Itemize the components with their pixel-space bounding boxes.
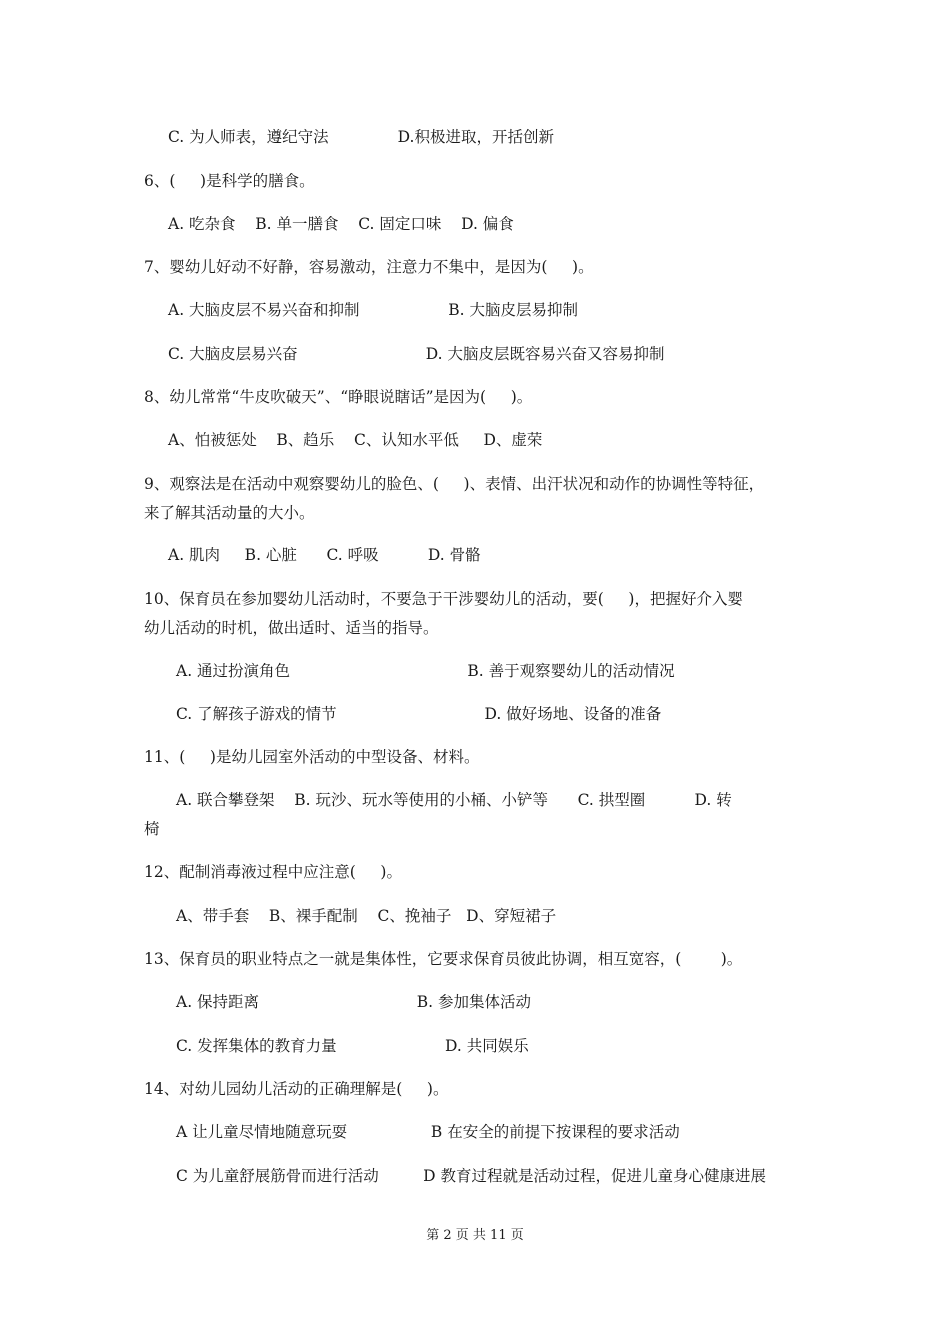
question-8: 8、幼儿常常“牛皮吹破天”、“睁眼说瞎话”是因为( )。 <box>144 388 533 406</box>
q6-options: A. 吃杂食 B. 单一膳食 C. 固定口味 D. 偏食 <box>168 215 514 233</box>
q13-option-cd: C. 发挥集体的教育力量 D. 共同娱乐 <box>176 1037 529 1055</box>
question-10-line-1: 10、保育员在参加婴幼儿活动时，不要急于干涉婴幼儿的活动，要( )，把握好介入婴 <box>144 590 743 608</box>
q5-option-cd: C. 为人师表，遵纪守法 D.积极进取，开括创新 <box>168 128 554 146</box>
page-number-footer: 第 2 页 共 11 页 <box>426 1228 524 1243</box>
question-9-line-1: 9、观察法是在活动中观察婴幼儿的脸色、( )、表情、出汗状况和动作的协调性等特征， <box>144 475 765 493</box>
q7-option-cd: C. 大脑皮层易兴奋 D. 大脑皮层既容易兴奋又容易抑制 <box>168 345 665 363</box>
q12-options: A、带手套 B、裸手配制 C、挽袖子 D、穿短裙子 <box>176 907 557 925</box>
question-12: 12、配制消毒液过程中应注意( )。 <box>144 863 402 881</box>
q10-option-ab: A. 通过扮演角色 B. 善于观察婴幼儿的活动情况 <box>176 662 675 680</box>
q11-options-line-2: 椅 <box>144 820 160 838</box>
q14-option-ab: A 让儿童尽情地随意玩耍 B 在安全的前提下按课程的要求活动 <box>176 1123 680 1141</box>
q11-options: A. 联合攀登架 B. 玩沙、玩水等使用的小桶、小铲等 C. 拱型圈 D. 转 <box>176 791 732 809</box>
question-7: 7、婴幼儿好动不好静，容易激动，注意力不集中，是因为( )。 <box>144 258 594 276</box>
q14-option-cd: C 为儿童舒展筋骨而进行活动 D 教育过程就是活动过程，促进儿童身心健康进展 <box>176 1167 766 1185</box>
question-14: 14、对幼儿园幼儿活动的正确理解是( )。 <box>144 1080 449 1098</box>
q13-option-ab: A. 保持距离 B. 参加集体活动 <box>176 993 531 1011</box>
question-10-line-2: 幼儿活动的时机，做出适时、适当的指导。 <box>144 619 439 637</box>
q8-options: A、怕被惩处 B、趋乐 C、认知水平低 D、虚荣 <box>168 431 543 449</box>
q10-option-cd: C. 了解孩子游戏的情节 D. 做好场地、设备的准备 <box>176 705 662 723</box>
question-11: 11、( )是幼儿园室外活动的中型设备、材料。 <box>144 748 480 766</box>
question-6: 6、( )是科学的膳食。 <box>144 172 315 190</box>
question-9-line-2: 来了解其活动量的大小。 <box>144 504 315 522</box>
q9-options: A. 肌肉 B. 心脏 C. 呼吸 D. 骨骼 <box>168 546 481 564</box>
question-13: 13、保育员的职业特点之一就是集体性，它要求保育员彼此协调，相互宽容，( )。 <box>144 950 743 968</box>
q7-option-ab: A. 大脑皮层不易兴奋和抑制 B. 大脑皮层易抑制 <box>168 301 578 319</box>
